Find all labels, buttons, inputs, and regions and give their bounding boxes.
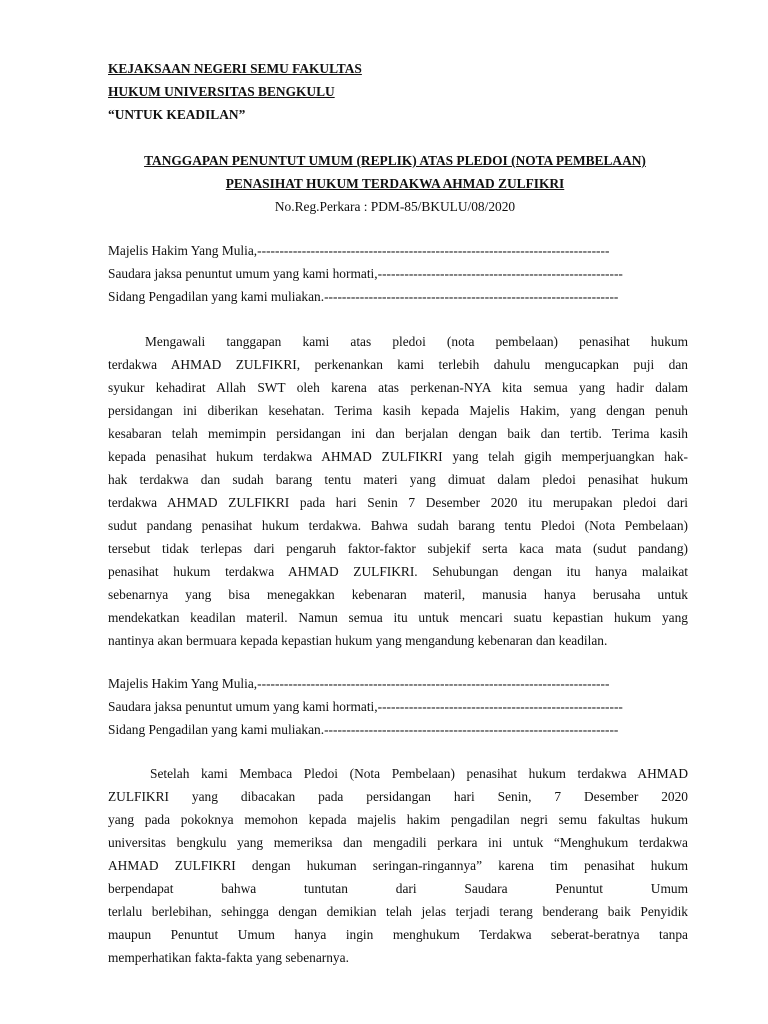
paragraph1-line: mendekatkan keadilan materil. Namun semua itu untuk mencari suatu kepastian hukum yang <box>108 610 688 625</box>
document-title-line1: TANGGAPAN PENUNTUT UMUM (REPLIK) ATAS PLEDOI (NOTA PEMBELAAN) <box>144 153 646 168</box>
paragraph1-line: hak terdakwa dan sudah barang tentu materi yang dimuat dalam pledoi penasihat hukum <box>108 472 688 487</box>
paragraph1-line: sebenarnya yang bisa menegakkan kebenaran materil, manusia hanya berusaha untuk <box>108 587 688 602</box>
header-institution-line1: KEJAKSAAN NEGERI SEMU FAKULTAS <box>108 61 362 76</box>
salutation-court: Sidang Pengadilan yang kami muliakan.------------------------------------------------------------------ <box>108 289 619 304</box>
paragraph2-line: maupun Penuntut Umum hanya ingin menghukum Terdakwa seberat-beratnya tanpa <box>108 927 688 942</box>
header-motto: “UNTUK KEADILAN” <box>108 107 246 122</box>
paragraph2-line: universitas bengkulu yang memeriksa dan mengadili perkara ini untuk “Menghukum terdakwa <box>108 835 688 850</box>
paragraph1-line: syukur kehadirat Allah SWT oleh karena atas perkenan-NYA kita semua yang hadir dalam <box>108 380 688 395</box>
paragraph1-line: kesabaran telah memimpin persidangan ini dan berjalan dengan baik dan tertib. Terima kasih <box>108 426 688 441</box>
paragraph1-line: kepada penasihat hukum terdakwa AHMAD ZULFIKRI yang telah gigih memperjuangkan hak- <box>108 449 688 464</box>
paragraph2-line: memperhatikan fakta-fakta yang sebenarnya. <box>108 950 349 965</box>
salutation-judges: Majelis Hakim Yang Mulia,------------------------------------------------------------------------------- <box>108 243 610 258</box>
paragraph1-line: penasihat hukum terdakwa AHMAD ZULFIKRI. Sehubungan dengan itu hanya malaikat <box>108 564 688 579</box>
paragraph1-line: nantinya akan bermuara kepada kepastian hukum yang mengandung kebenaran dan keadilan. <box>108 633 608 648</box>
paragraph2-line: berpendapat bahwa tuntutan dari Saudara Penuntut Umum <box>108 881 688 896</box>
paragraph1-line: persidangan ini diberikan kesehatan. Terima kasih kepada Majelis Hakim, yang dengan penuh <box>108 403 688 418</box>
document-title-line2: PENASIHAT HUKUM TERDAKWA AHMAD ZULFIKRI <box>225 176 565 191</box>
salutation-judges: Majelis Hakim Yang Mulia,------------------------------------------------------------------------------- <box>108 676 610 691</box>
paragraph2-line: AHMAD ZULFIKRI dengan hukuman seringan-ringannya” karena tim penasihat hukum <box>108 858 688 873</box>
paragraph2-line: Setelah kami Membaca Pledoi (Nota Pembelaan) penasihat hukum terdakwa AHMAD <box>150 766 688 781</box>
salutation-court: Sidang Pengadilan yang kami muliakan.------------------------------------------------------------------ <box>108 722 619 737</box>
paragraph1-line: terdakwa AHMAD ZULFIKRI pada hari Senin 7 Desember 2020 itu merupakan pledoi dari <box>108 495 688 510</box>
paragraph1-line: tersebut tidak terlepas dari pengaruh faktor-faktor subjekif serta kaca mata (sudut pandang) <box>108 541 688 556</box>
paragraph1-line: Mengawali tanggapan kami atas pledoi (nota pembelaan) penasihat hukum <box>145 334 688 349</box>
paragraph2-line: terlalu berlebihan, sehingga dengan demikian telah jelas terjadi terang benderang baik Penyidik <box>108 904 688 919</box>
paragraph1-line: sudut pandang penasihat hukum terdakwa. Bahwa sudah barang tentu Pledoi (Nota Pembelaan) <box>108 518 688 533</box>
paragraph2-line: yang pada pokoknya memohon kepada majelis hakim pengadilan negri semu fakultas hukum <box>108 812 688 827</box>
header-institution-line2: HUKUM UNIVERSITAS BENGKULU <box>108 84 335 99</box>
salutation-prosecutor: Saudara jaksa penuntut umum yang kami hormati,------------------------------------------------------- <box>108 266 623 281</box>
paragraph1-line: terdakwa AHMAD ZULFIKRI, perkenankan kami terlebih dahulu mengucapkan puji dan <box>108 357 688 372</box>
paragraph2-line: ZULFIKRI yang dibacakan pada persidangan hari Senin, 7 Desember 2020 <box>108 789 688 804</box>
case-registration-number: No.Reg.Perkara : PDM-85/BKULU/08/2020 <box>274 199 516 214</box>
salutation-prosecutor: Saudara jaksa penuntut umum yang kami hormati,------------------------------------------------------- <box>108 699 623 714</box>
